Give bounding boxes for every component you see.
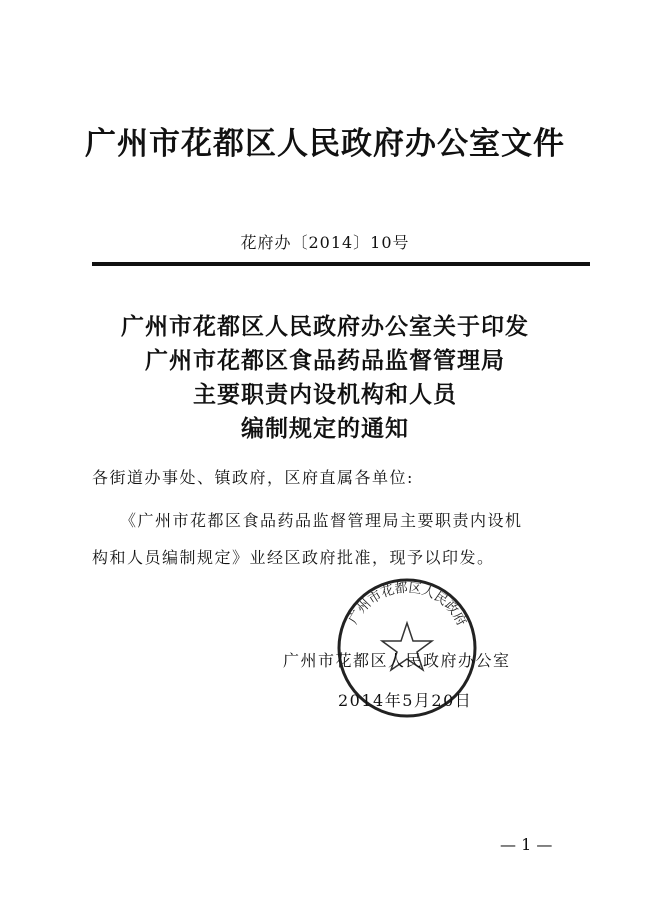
page-number: — 1 —	[500, 835, 553, 854]
body-line: 《广州市花都区食品药品监督管理局主要职责内设机	[120, 511, 523, 530]
document-number: 花府办〔2014〕10号	[240, 233, 410, 252]
body-line: 构和人员编制规定》业经区政府批准，现予以印发。	[92, 548, 495, 567]
signature-issuer: 广州市花都区人民政府办公室	[283, 651, 511, 670]
notice-title-line: 主要职责内设机构和人员	[193, 381, 457, 408]
notice-title-line: 编制规定的通知	[241, 415, 409, 442]
document-header-title: 广州市花都区人民政府办公室文件	[85, 126, 565, 162]
notice-title-line: 广州市花都区人民政府办公室关于印发	[121, 313, 529, 340]
salutation: 各街道办事处、镇政府，区府直属各单位:	[92, 468, 414, 487]
notice-title-line: 广州市花都区食品药品监督管理局	[145, 347, 505, 374]
signature-date: 2014年5月20日	[338, 691, 473, 710]
header-rule-divider	[92, 262, 590, 266]
seal-lettering: 广州市花都区人民政府	[346, 580, 469, 629]
